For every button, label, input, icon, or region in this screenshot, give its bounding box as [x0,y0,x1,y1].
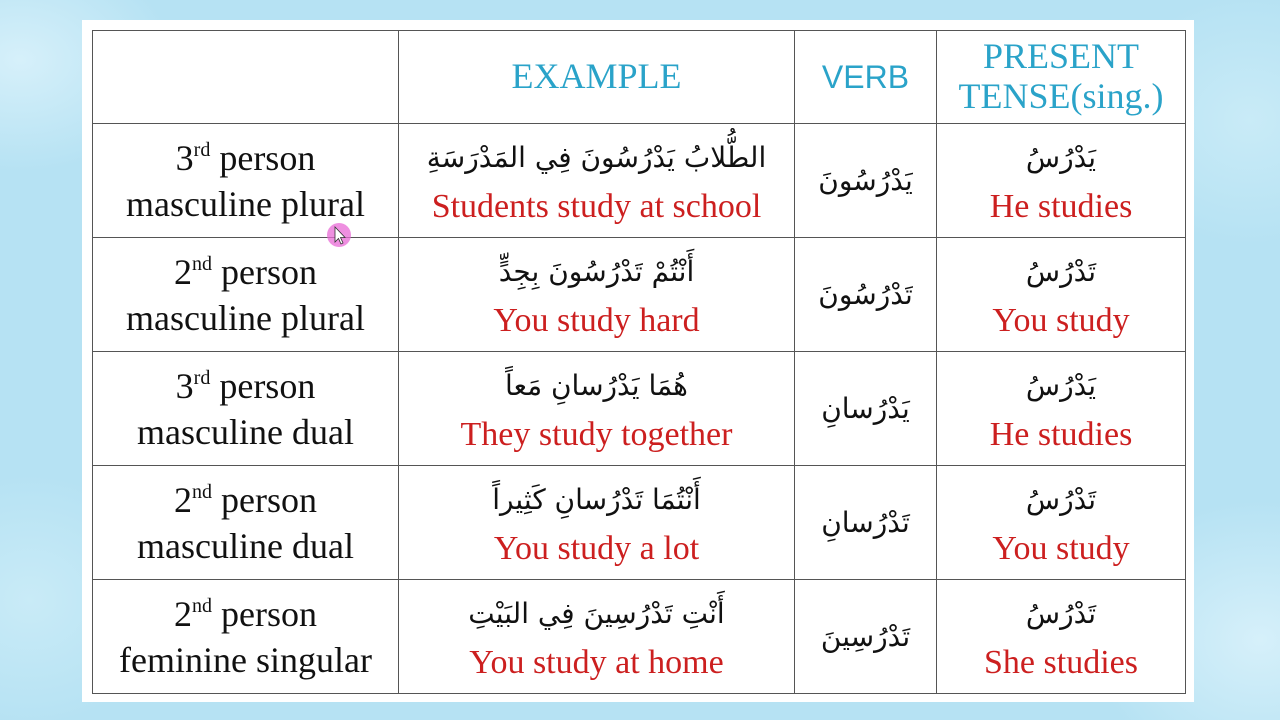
person-description: masculine dual [137,525,354,566]
header-empty-cell [93,31,399,124]
person-ordinal: rd [193,138,211,161]
header-verb: VERB [795,31,937,124]
example-cell [399,124,795,238]
person-number: 2 [174,593,192,634]
person-number: 3 [175,365,194,406]
header-present-tense [937,31,1186,124]
person-word: person [212,479,317,520]
header-present-line2: TENSE(sing.) [958,76,1164,116]
present-tense-cell [937,580,1186,694]
person-ordinal: nd [192,594,212,617]
person-number: 2 [174,479,192,520]
table-header-row [93,31,1186,124]
present-tense-cell [937,124,1186,238]
example-cell [399,352,795,466]
verb-cell: يَدْرُسانِ [795,352,937,466]
slide [82,20,1194,702]
person-word: person [212,593,317,634]
present-tense-cell [937,352,1186,466]
person-description: masculine plural [126,297,365,338]
present-arabic: يَدْرُسُ [1025,368,1097,402]
table-row [93,466,1186,580]
present-english: He studies [989,415,1133,453]
verb-cell: تَدْرُسِينَ [795,580,937,694]
example-english: You study a lot [493,529,700,567]
example-arabic: أَنْتُمْ تَدْرُسُونَ بِجِدٍّ [498,254,695,288]
mouse-pointer-icon [326,222,352,248]
example-arabic: الطُّلابُ يَدْرُسُونَ فِي المَدْرَسَةِ [426,140,767,174]
person-ordinal: rd [193,366,211,389]
person-cell [93,124,399,238]
verb-cell: تَدْرُسانِ [795,466,937,580]
table-row [93,580,1186,694]
present-english: You study [992,301,1130,339]
example-cell [399,238,795,352]
present-arabic: تَدْرُسُ [1025,254,1097,288]
example-arabic: أَنْتُمَا تَدْرُسانِ كَثِيراً [492,482,701,516]
table-row [93,124,1186,238]
present-english: He studies [989,187,1133,225]
example-arabic: أَنْتِ تَدْرُسِينَ فِي البَيْتِ [468,596,725,630]
present-tense-cell [937,466,1186,580]
table-row [93,352,1186,466]
person-description: masculine dual [137,411,354,452]
present-tense-cell [937,238,1186,352]
present-english: You study [992,529,1130,567]
verb-cell: يَدْرُسُونَ [795,124,937,238]
present-arabic: تَدْرُسُ [1025,482,1097,516]
example-english: They study together [460,415,733,453]
person-word: person [210,365,316,406]
example-english: You study at home [469,643,724,681]
person-description: feminine singular [119,639,372,680]
person-cell [93,580,399,694]
person-word: person [210,137,316,178]
person-ordinal: nd [192,480,212,503]
person-cell [93,238,399,352]
verb-cell: تَدْرُسُونَ [795,238,937,352]
example-cell [399,580,795,694]
person-number: 3 [175,137,194,178]
present-arabic: يَدْرُسُ [1025,140,1097,174]
person-word: person [212,251,317,292]
person-cell [93,352,399,466]
header-present-line1: PRESENT [982,36,1140,77]
present-english: She studies [984,643,1138,681]
header-example: EXAMPLE [399,31,795,124]
table-row [93,238,1186,352]
example-english: Students study at school [431,187,762,225]
conjugation-table [92,30,1186,694]
person-cell [93,466,399,580]
person-number: 2 [174,251,192,292]
present-arabic: تَدْرُسُ [1025,596,1097,630]
example-english: You study hard [493,301,700,339]
example-cell [399,466,795,580]
person-ordinal: nd [192,252,212,275]
person-description: masculine plural [126,183,365,224]
example-arabic: هُمَا يَدْرُسانِ مَعاً [505,368,688,402]
